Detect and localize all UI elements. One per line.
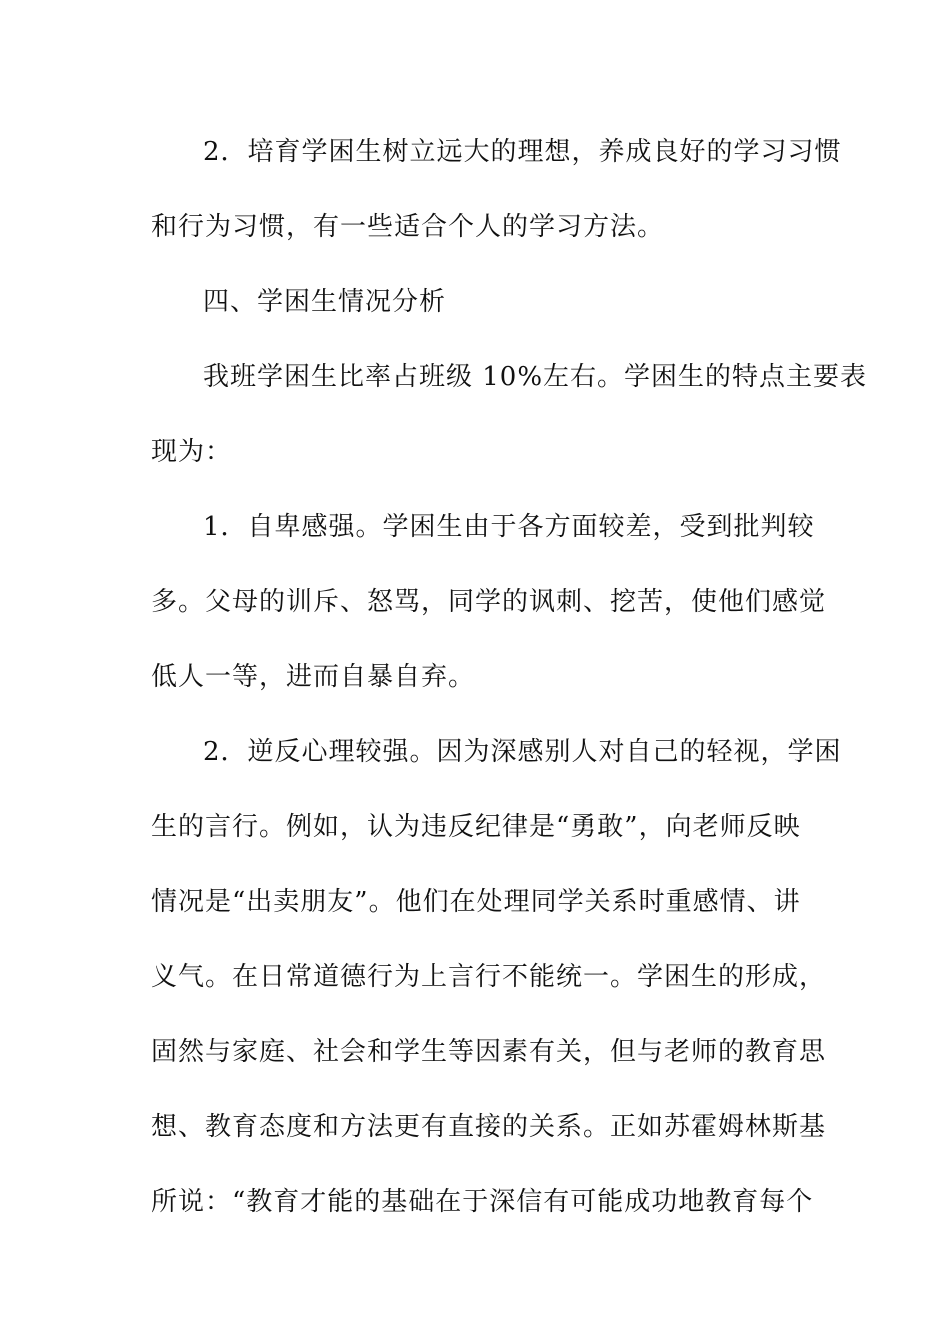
paragraph-point-1-line-1: 1．自卑感强。学困生由于各方面较差，受到批判较 xyxy=(203,512,815,542)
paragraph-goal-2-line-1: 2．培育学困生树立远大的理想，养成良好的学习习惯 xyxy=(203,137,842,167)
paragraph-ratio-line-1: 我班学困生比率占班级 10%左右。学困生的特点主要表 xyxy=(203,362,868,392)
paragraph-point-1-line-2: 多。父母的训斥、怒骂，同学的讽刺、挖苦，使他们感觉 xyxy=(151,587,827,617)
paragraph-ratio-line-2: 现为： xyxy=(151,437,233,467)
paragraph-point-2-line-1: 2．逆反心理较强。因为深感别人对自己的轻视，学困 xyxy=(203,737,842,767)
paragraph-point-2-line-3: 情况是“出卖朋友”。他们在处理同学关系时重感情、讲 xyxy=(151,887,801,917)
paragraph-point-2-line-4: 义气。在日常道德行为上言行不能统一。学困生的形成， xyxy=(151,962,827,992)
paragraph-point-1-line-3: 低人一等，进而自暴自弃。 xyxy=(151,662,476,692)
paragraph-point-2-line-2: 生的言行。例如，认为违反纪律是“勇敢”，向老师反映 xyxy=(151,812,801,842)
paragraph-point-2-line-5: 固然与家庭、社会和学生等因素有关，但与老师的教育思 xyxy=(151,1037,827,1067)
paragraph-point-2-line-7: 所说：“教育才能的基础在于深信有可能成功地教育每个 xyxy=(151,1187,814,1217)
paragraph-point-2-line-6: 想、教育态度和方法更有直接的关系。正如苏霍姆林斯基 xyxy=(151,1112,827,1142)
paragraph-goal-2-line-2: 和行为习惯，有一些适合个人的学习方法。 xyxy=(151,212,665,242)
section-heading-analysis: 四、学困生情况分析 xyxy=(203,287,447,317)
